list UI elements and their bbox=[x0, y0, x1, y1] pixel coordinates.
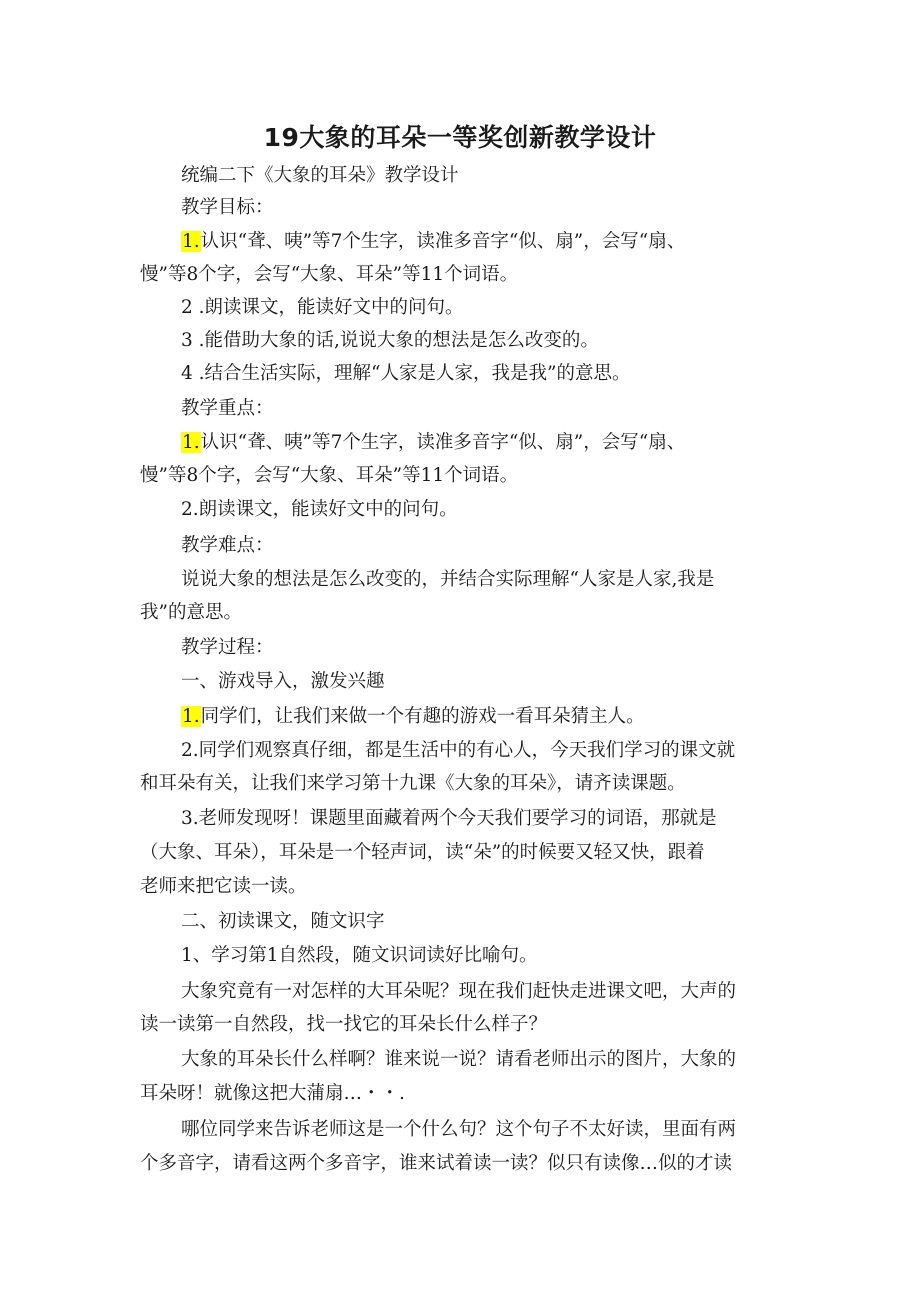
paragraph-1-line-2: 读一读第一自然段，找一找它的耳朵长什么样子？ bbox=[140, 1014, 548, 1035]
goal-item-4: 4 .结合生活实际，理解“人家是人家，我是我”的意思。 bbox=[181, 363, 631, 384]
process-heading: 教学过程： bbox=[181, 637, 274, 658]
page-title: 19大象的耳朵一等奖创新教学设计 bbox=[263, 123, 657, 152]
item-text: 同学们，让我们来做一个有趣的游戏一看耳朵猜主人。 bbox=[200, 706, 645, 727]
goal-text: 认识“聋、咦”等7个生字，读准多音字“似、扇”，会写“扇、 bbox=[200, 231, 686, 252]
paragraph-1-line-1: 大象究竟有一对怎样的大耳朵呢？现在我们赶快走进课文吧，大声的 bbox=[181, 981, 737, 1002]
section-1-item-3-line-2: （大象、耳朵），耳朵是一个轻声词，读“朵”的时候要又轻又快，跟着 bbox=[140, 842, 705, 863]
section-1-heading: 一、游戏导入，激发兴趣 bbox=[181, 671, 385, 692]
goal-item-3: 3 .能借助大象的话,说说大象的想法是怎么改变的。 bbox=[181, 330, 599, 351]
key-points-heading: 教学重点： bbox=[181, 398, 274, 419]
difficulty-heading: 教学难点： bbox=[181, 535, 274, 556]
section-1-item-2-line-2: 和耳朵有关，让我们来学习第十九课《大象的耳朵》，请齐读课题。 bbox=[140, 773, 686, 794]
section-1-item-3-line-3: 老师来把它读一读。 bbox=[140, 876, 307, 897]
paragraph-2-line-1: 大象的耳朵长什么样啊？谁来说一说？请看老师出示的图片，大象的 bbox=[181, 1049, 737, 1070]
section-1-item-2-line-1: 2.同学们观察真仔细，都是生活中的有心人，今天我们学习的课文就 bbox=[181, 740, 736, 761]
section-2-item-1: 1、学习第1自然段，随文识词读好比喻句。 bbox=[181, 945, 538, 966]
difficulty-line-2: 我”的意思。 bbox=[140, 602, 242, 623]
highlighted-number: 1. bbox=[182, 432, 200, 453]
section-1-item-1 bbox=[140, 701, 821, 733]
goals-heading: 教学目标： bbox=[181, 197, 274, 218]
subtitle: 统编二下《大象的耳朵》教学设计 bbox=[181, 165, 459, 186]
goal-item-1-line-1 bbox=[140, 226, 821, 258]
highlighted-number: 1. bbox=[182, 706, 200, 727]
key-point-1-line-2: 慢”等8个字，会写“大象、耳朵”等11个词语。 bbox=[140, 465, 519, 486]
key-point-1-line-1 bbox=[140, 427, 821, 459]
section-1-item-3-line-1: 3.老师发现呀！课题里面藏着两个今天我们要学习的词语，那就是 bbox=[181, 808, 717, 829]
goal-item-1-line-2: 慢”等8个字，会写“大象、耳朵”等11个词语。 bbox=[140, 264, 519, 285]
highlighted-number: 1. bbox=[182, 231, 200, 252]
difficulty-line-1: 说说大象的想法是怎么改变的，并结合实际理解“人家是人家,我是 bbox=[181, 569, 715, 590]
section-2-heading: 二、初读课文，随文识字 bbox=[181, 911, 385, 932]
paragraph-3-line-2: 个多音字，请看这两个多音字，谁来试着读一读？似只有读像…似的才读 bbox=[140, 1153, 733, 1174]
paragraph-2-line-2: 耳朵呀！就像这把大蒲扇…・・. bbox=[140, 1083, 405, 1104]
paragraph-3-line-1: 哪位同学来告诉老师这是一个什么句？这个句子不太好读，里面有两 bbox=[181, 1119, 737, 1140]
key-point-text: 认识“聋、咦”等7个生字，读准多音字“似、扇”，会写“扇、 bbox=[200, 432, 686, 453]
goal-item-2: 2 .朗读课文，能读好文中的问句。 bbox=[181, 297, 464, 318]
key-point-2: 2.朗读课文，能读好文中的问句。 bbox=[181, 499, 458, 520]
